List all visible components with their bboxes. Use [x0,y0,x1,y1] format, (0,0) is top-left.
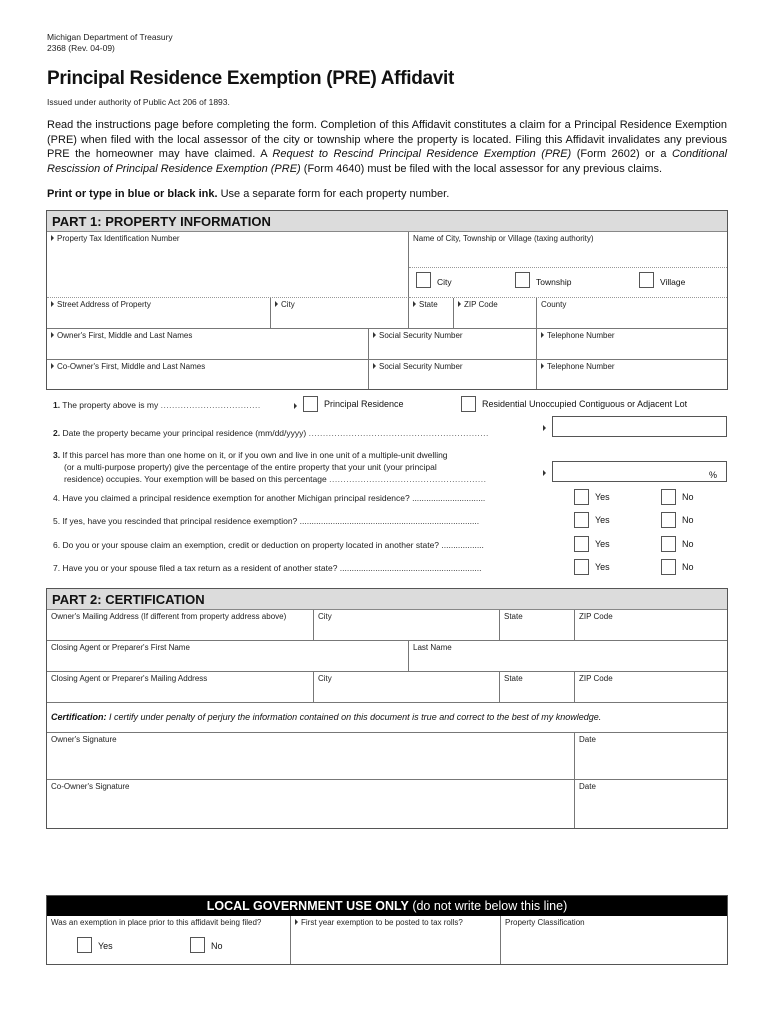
owner-mailing-state-field[interactable]: State [500,610,575,641]
q5-no-checkbox[interactable] [661,512,676,528]
coowner-phone-field[interactable]: Telephone Number [537,360,727,389]
arrow-icon [413,301,416,307]
question-3: 3. If this parcel has more than one home on it, or if you own and live in one unit of a multiple-unit dwelling (or a multi-purpose property) give the percentage of the entire property that your unit (your principal residence) occupies. Your exemption will be based on this percentage ....................................................... [53,450,487,484]
question-4: 4. Have you claimed a principal residence exemption for another Michigan principal residence? ............................... [53,493,486,503]
q7-yes-checkbox[interactable] [574,559,589,575]
owner-mailing-city-field[interactable]: City [314,610,500,641]
agent-zip-field[interactable]: ZIP Code [575,672,727,703]
township-checkbox[interactable] [515,272,530,288]
principal-residence-checkbox[interactable] [303,396,318,412]
city-checkbox[interactable] [416,272,431,288]
owner-ssn-field[interactable]: Social Security Number [369,329,537,360]
percentage-input[interactable]: % [552,461,727,482]
property-classification-field[interactable]: Property Classification [505,918,585,927]
q4-yes-checkbox[interactable] [574,489,589,505]
agent-mailing-address-field[interactable]: Closing Agent or Preparer's Mailing Address [47,672,314,703]
owner-name-field[interactable]: Owner's First, Middle and Last Names [47,329,369,360]
part1-heading: PART 1: PROPERTY INFORMATION [47,211,727,232]
q4-no-checkbox[interactable] [661,489,676,505]
question-1: 1. The property above is my ................................... [53,400,261,410]
village-checkbox[interactable] [639,272,654,288]
prior-exemption-field: Was an exemption in place prior to this affidavit being filed? Yes No [47,916,291,964]
coowner-ssn-field[interactable]: Social Security Number [369,360,537,389]
arrow-icon [295,919,298,925]
question-5: 5. If yes, have you rescinded that principal residence exemption? ............................................................................ [53,516,480,526]
property-zip-field[interactable]: ZIP Code [454,298,537,329]
owner-mailing-zip-field[interactable]: ZIP Code [575,610,727,641]
prior-exemption-yes-checkbox[interactable] [77,937,92,953]
arrow-icon [543,425,546,431]
arrow-icon [541,332,544,338]
certification-statement: Certification: I certify under penalty of perjury the information contained on this document is true and correct to the best of my knowledge. [47,703,727,733]
agent-first-name-field[interactable]: Closing Agent or Preparer's First Name [47,641,409,672]
agent-city-field[interactable]: City [314,672,500,703]
owner-signature-field[interactable]: Owner's Signature [47,733,575,780]
part2-section [46,588,728,829]
property-state-field[interactable]: State [409,298,454,329]
arrow-icon [373,363,376,369]
residence-date-input[interactable] [552,416,727,437]
arrow-icon [541,363,544,369]
arrow-icon [51,363,54,369]
local-government-heading: LOCAL GOVERNMENT USE ONLY (do not write below this line) [47,896,727,916]
page-title: Principal Residence Exemption (PRE) Affidavit [47,68,455,89]
print-instruction: Print or type in blue or black ink. Use a separate form for each property number. [47,188,450,200]
coowner-signature-date-field[interactable]: Date [579,782,596,791]
street-address-field[interactable]: Street Address of Property [47,298,271,329]
q6-no-checkbox[interactable] [661,536,676,552]
part2-heading: PART 2: CERTIFICATION [47,589,727,610]
q6-yes-checkbox[interactable] [574,536,589,552]
q7-no-checkbox[interactable] [661,559,676,575]
form-number: 2368 (Rev. 04-09) [47,43,115,53]
arrow-icon [51,301,54,307]
arrow-icon [373,332,376,338]
owner-phone-field[interactable]: Telephone Number [537,329,727,360]
agent-last-name-field[interactable]: Last Name [409,641,727,672]
part1-section [46,210,728,390]
coowner-signature-field[interactable]: Co-Owner's Signature [47,780,575,828]
question-6: 6. Do you or your spouse claim an exemption, credit or deduction on property located in another state? .................. [53,540,484,550]
arrow-icon [51,235,54,241]
property-tax-id-field[interactable]: Property Tax Identification Number [47,232,409,298]
prior-exemption-no-checkbox[interactable] [190,937,205,953]
adjacent-lot-checkbox[interactable] [461,396,476,412]
arrow-icon [458,301,461,307]
owner-mailing-address-field[interactable]: Owner's Mailing Address (If different from property address above) [47,610,314,641]
local-government-section [46,895,728,965]
question-2: 2. Date the property became your principal residence (mm/dd/yyyy) ............................................................... [53,428,489,438]
arrow-icon [51,332,54,338]
arrow-icon [294,403,297,409]
first-year-exemption-field[interactable]: First year exemption to be posted to tax rolls? [291,916,501,964]
arrow-icon [543,470,546,476]
intro-paragraph: Read the instructions page before completing the form. Completion of this Affidavit constitutes a claim for a Principal Residence Exemption (PRE) when filed with the local assessor of the city or township where the property is located. Filing this Affidavit invalidates any previous PRE the homeowner may have claimed. A Request to Rescind Principal Residence Exemption (PRE) (Form 2602) or a Conditional Rescission of Principal Residence Exemption (PRE) (Form 4640) must be filed with the local assessor for any previous claims. [47,119,728,175]
coowner-name-field[interactable]: Co-Owner's First, Middle and Last Names [47,360,369,389]
issued-authority: Issued under authority of Public Act 206 of 1893. [47,97,230,107]
question-7: 7. Have you or your spouse filed a tax return as a resident of another state? ............................................................ [53,563,482,573]
property-city-field[interactable]: City [271,298,409,329]
agency-name: Michigan Department of Treasury [47,32,173,42]
owner-signature-date-field[interactable]: Date [575,733,727,780]
county-field[interactable]: County [537,298,727,329]
arrow-icon [275,301,278,307]
q5-yes-checkbox[interactable] [574,512,589,528]
agent-state-field[interactable]: State [500,672,575,703]
taxing-authority-type: City Township Village [409,268,727,298]
taxing-authority-field[interactable]: Name of City, Township or Village (taxing authority) [409,232,727,268]
